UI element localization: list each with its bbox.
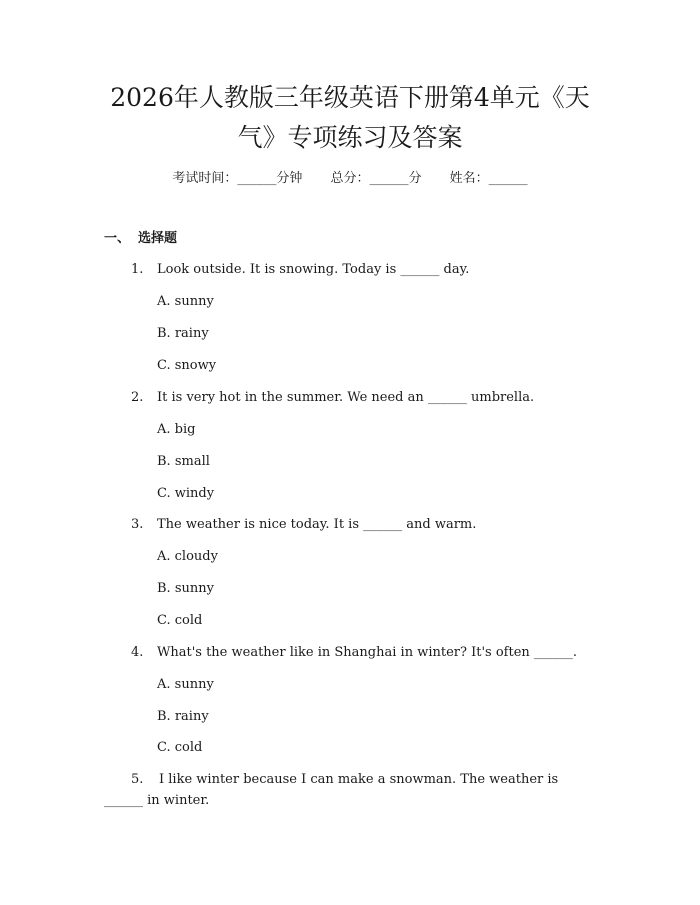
title-line-2: 气》专项练习及答案 <box>237 123 463 152</box>
question-1-option-c: C. snowy <box>157 358 217 373</box>
question-number: 5. <box>131 772 144 787</box>
question-2-option-b: B. small <box>157 454 210 469</box>
question-3-option-b: B. sunny <box>157 581 214 596</box>
question-2-option-c: C. windy <box>157 486 215 501</box>
question-3-option-c: C. cold <box>157 613 203 628</box>
question-number: 3. <box>131 517 144 532</box>
question-number: 2. <box>131 390 144 405</box>
question-3-option-a: A. cloudy <box>157 549 218 564</box>
question-text: It is very hot in the summer. We need an ______ umbrella. <box>157 390 535 405</box>
question-2-option-a: A. big <box>157 422 196 437</box>
question-2 <box>131 389 534 407</box>
question-text: Look outside. It is snowing. Today is ______ day. <box>157 262 470 277</box>
question-4-option-b: B. rainy <box>157 709 209 724</box>
title-line-1: 2026年人教版三年级英语下册第4单元《天 <box>110 83 590 112</box>
question-1-option-a: A. sunny <box>157 294 214 309</box>
question-text: The weather is nice today. It is ______ and warm. <box>157 517 477 532</box>
question-text-line-1: I like winter because I can make a snowman. The weather is <box>159 772 559 787</box>
question-5-text-line-2: ______ in winter. <box>104 793 210 808</box>
document-title <box>60 78 640 158</box>
question-number: 4. <box>131 645 144 660</box>
question-4 <box>131 644 577 662</box>
section-heading <box>104 230 177 248</box>
exam-name: 姓名：______ <box>449 171 528 186</box>
exam-score: 总分：______分 <box>330 171 422 186</box>
section-title: 选择题 <box>138 231 178 246</box>
question-1 <box>131 261 469 279</box>
question-3 <box>131 516 476 534</box>
exam-info <box>0 170 700 188</box>
question-number: 1. <box>131 262 144 277</box>
question-4-option-a: A. sunny <box>157 677 214 692</box>
question-1-option-b: B. rainy <box>157 326 209 341</box>
exam-time: 考试时间：______分钟 <box>172 171 303 186</box>
question-text: What's the weather like in Shanghai in winter? It's often ______. <box>157 645 578 660</box>
section-number: 一、 <box>104 231 131 246</box>
question-5 <box>131 771 558 789</box>
question-4-option-c: C. cold <box>157 740 203 755</box>
